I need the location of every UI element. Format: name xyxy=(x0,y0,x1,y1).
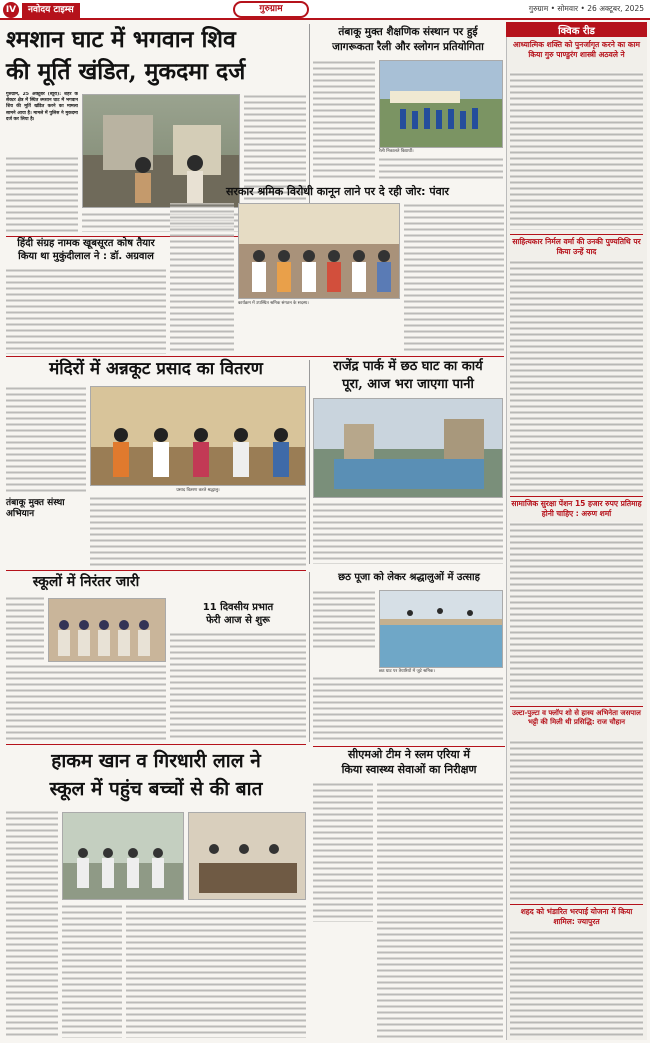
text-column-26 xyxy=(510,930,643,1036)
sidebar-story-1-headline: आध्यात्मिक शक्ति को पुनर्जागृत करने का काम किया गुरु पाण्डुरंग शास्त्री अठवले ने xyxy=(512,40,641,59)
lead-body: गुरुग्राम, 25 अक्टूबर (ब्यूरो): शहर के सेक्टर क्षेत्र में स्थित श्मशान घाट में भगवान शिव की मूर्ति खंडित करने का मामला सामने आया है। मामले में पुलिस ने मुकदमा दर्ज कर लिया है। xyxy=(6,92,78,122)
section-label: गुरुग्राम xyxy=(233,1,309,18)
rule xyxy=(510,496,643,497)
column-divider xyxy=(309,360,310,564)
edition-date: गुरुग्राम • सोमवार • 26 अक्टूबर, 2025 xyxy=(528,4,644,13)
text-column-23 xyxy=(510,260,643,492)
tobacco-photo xyxy=(379,60,503,148)
sidebar-story-2-headline: साहित्यकार निर्मल वर्मा की उनकी पुण्यतिथि पर किया उन्हें याद xyxy=(512,237,641,256)
rule xyxy=(6,744,306,745)
labor-headline: सरकार श्रमिक विरोधी कानून लाने पर दे रही जोर: पंवार xyxy=(225,185,450,198)
tobacco2-headline-line1: तंबाकू मुक्त संस्था अभियान xyxy=(6,498,65,519)
hindi-headline-line2: किया था मुकुंदीलाल ने : डॉ. अग्रवाल xyxy=(18,251,154,262)
text-column-7 xyxy=(170,203,234,353)
chhath-headline: छठ पूजा को लेकर श्रद्धालुओं में उत्साह xyxy=(338,572,480,583)
chhath-caption: छठ घाट पर तैयारियों में जुटे श्रमिक। xyxy=(379,669,435,674)
text-column-22 xyxy=(510,72,643,230)
text-column-17 xyxy=(313,782,373,922)
prabhat-headline-line1: 11 दिवसीय प्रभात xyxy=(202,602,274,613)
text-column-8 xyxy=(404,203,504,353)
text-column xyxy=(6,156,78,232)
labor-photo xyxy=(238,203,400,299)
cmo-headline-line1: सीएमओ टीम ने स्लम एरिया में xyxy=(348,748,470,761)
text-column-13 xyxy=(6,664,166,740)
rule xyxy=(6,356,504,357)
tobacco2-headline-line2: स्कूलों में निरंतर जारी xyxy=(32,574,140,590)
rule xyxy=(510,234,643,235)
rule xyxy=(313,746,505,747)
annakut-headline: मंदिरों में अन्नकूट प्रसाद का वितरण xyxy=(49,359,263,379)
text-column-16 xyxy=(313,676,503,742)
sidebar-story-4-headline: उल्टा-पुल्टा व फ्लॉप शो से हास्य अभिनेता जसपाल भट्टी की मिली थी प्रसिद्धि: राज चौहान xyxy=(512,709,641,726)
sidebar-story-5-headline: शहद को भंडारित भरपाई योजना में किया शामिल: ज्यापुरत xyxy=(520,907,633,926)
text-column-12 xyxy=(6,596,44,662)
text-column-6 xyxy=(6,268,166,354)
rajendra-headline-line2: पूरा, आज भरा जाएगा पानी xyxy=(342,377,474,392)
column-divider xyxy=(309,572,310,742)
rule xyxy=(510,706,643,707)
text-column-20 xyxy=(62,904,122,1038)
text-column-19 xyxy=(6,810,58,1038)
annakut-photo xyxy=(90,386,306,486)
text-column-9 xyxy=(6,386,86,494)
text-column-15 xyxy=(313,590,375,650)
rajendra-photo xyxy=(313,398,503,498)
hakam-headline-line1: हाकम खान व गिरधारी लाल ने xyxy=(51,750,261,772)
lead-headline-line2: की मूर्ति खंडित, मुकदमा दर्ज xyxy=(6,58,246,85)
text-column-24 xyxy=(510,522,643,702)
hakam-headline-line2: स्कूल में पहुंच बच्चों से की बात xyxy=(49,778,263,800)
cmo-headline-line2: किया स्वास्थ्य सेवाओं का निरीक्षण xyxy=(341,763,477,776)
text-column-5 xyxy=(379,157,503,180)
quick-read-title: क्विक रीड xyxy=(558,26,595,37)
text-column-10 xyxy=(90,496,306,566)
text-column-4 xyxy=(313,60,375,180)
hindi-headline-line1: हिंदी संग्रह नामक खूबसूरत कोष तैयार xyxy=(17,238,155,249)
tobacco-headline-line1: तंबाकू मुक्त शैक्षणिक संस्थान पर हुई xyxy=(338,26,478,38)
text-column-14 xyxy=(170,632,306,740)
sidebar-story-3-headline: सामाजिक सुरक्षा पेंशन 15 हजार रुपए प्रतिमाह होनी चाहिए : अरुण शर्मा xyxy=(511,499,642,518)
tobacco-caption: रैली निकालते विद्यार्थी। xyxy=(379,149,414,154)
annakut-caption: प्रसाद वितरण करते श्रद्धालु। xyxy=(176,488,220,493)
rajendra-headline-line1: राजेंद्र पार्क में छठ घाट का कार्य xyxy=(333,359,483,374)
tobacco2-photo xyxy=(48,598,166,662)
tobacco-headline-line2: जागरूकता रैली और स्लोगन प्रतियोगिता xyxy=(332,41,484,53)
text-column-18 xyxy=(377,782,503,1038)
rule xyxy=(510,904,643,905)
page-number: IV xyxy=(3,2,19,18)
text-column-11 xyxy=(313,502,503,564)
chhath-photo xyxy=(379,590,503,668)
newspaper-brand: नवोदय टाइम्स xyxy=(22,3,80,18)
rule xyxy=(6,570,306,571)
hakam-photo-1 xyxy=(62,812,184,900)
labor-caption: कार्यक्रम में उपस्थित श्रमिक संगठन के सदस्य। xyxy=(238,301,309,306)
text-column-21 xyxy=(126,904,306,1038)
prabhat-headline-line2: फेरी आज से शुरू xyxy=(206,615,270,626)
hakam-photo-2 xyxy=(188,812,306,900)
text-column-25 xyxy=(510,740,643,900)
lead-headline-line1: श्मशान घाट में भगवान शिव xyxy=(6,26,236,53)
